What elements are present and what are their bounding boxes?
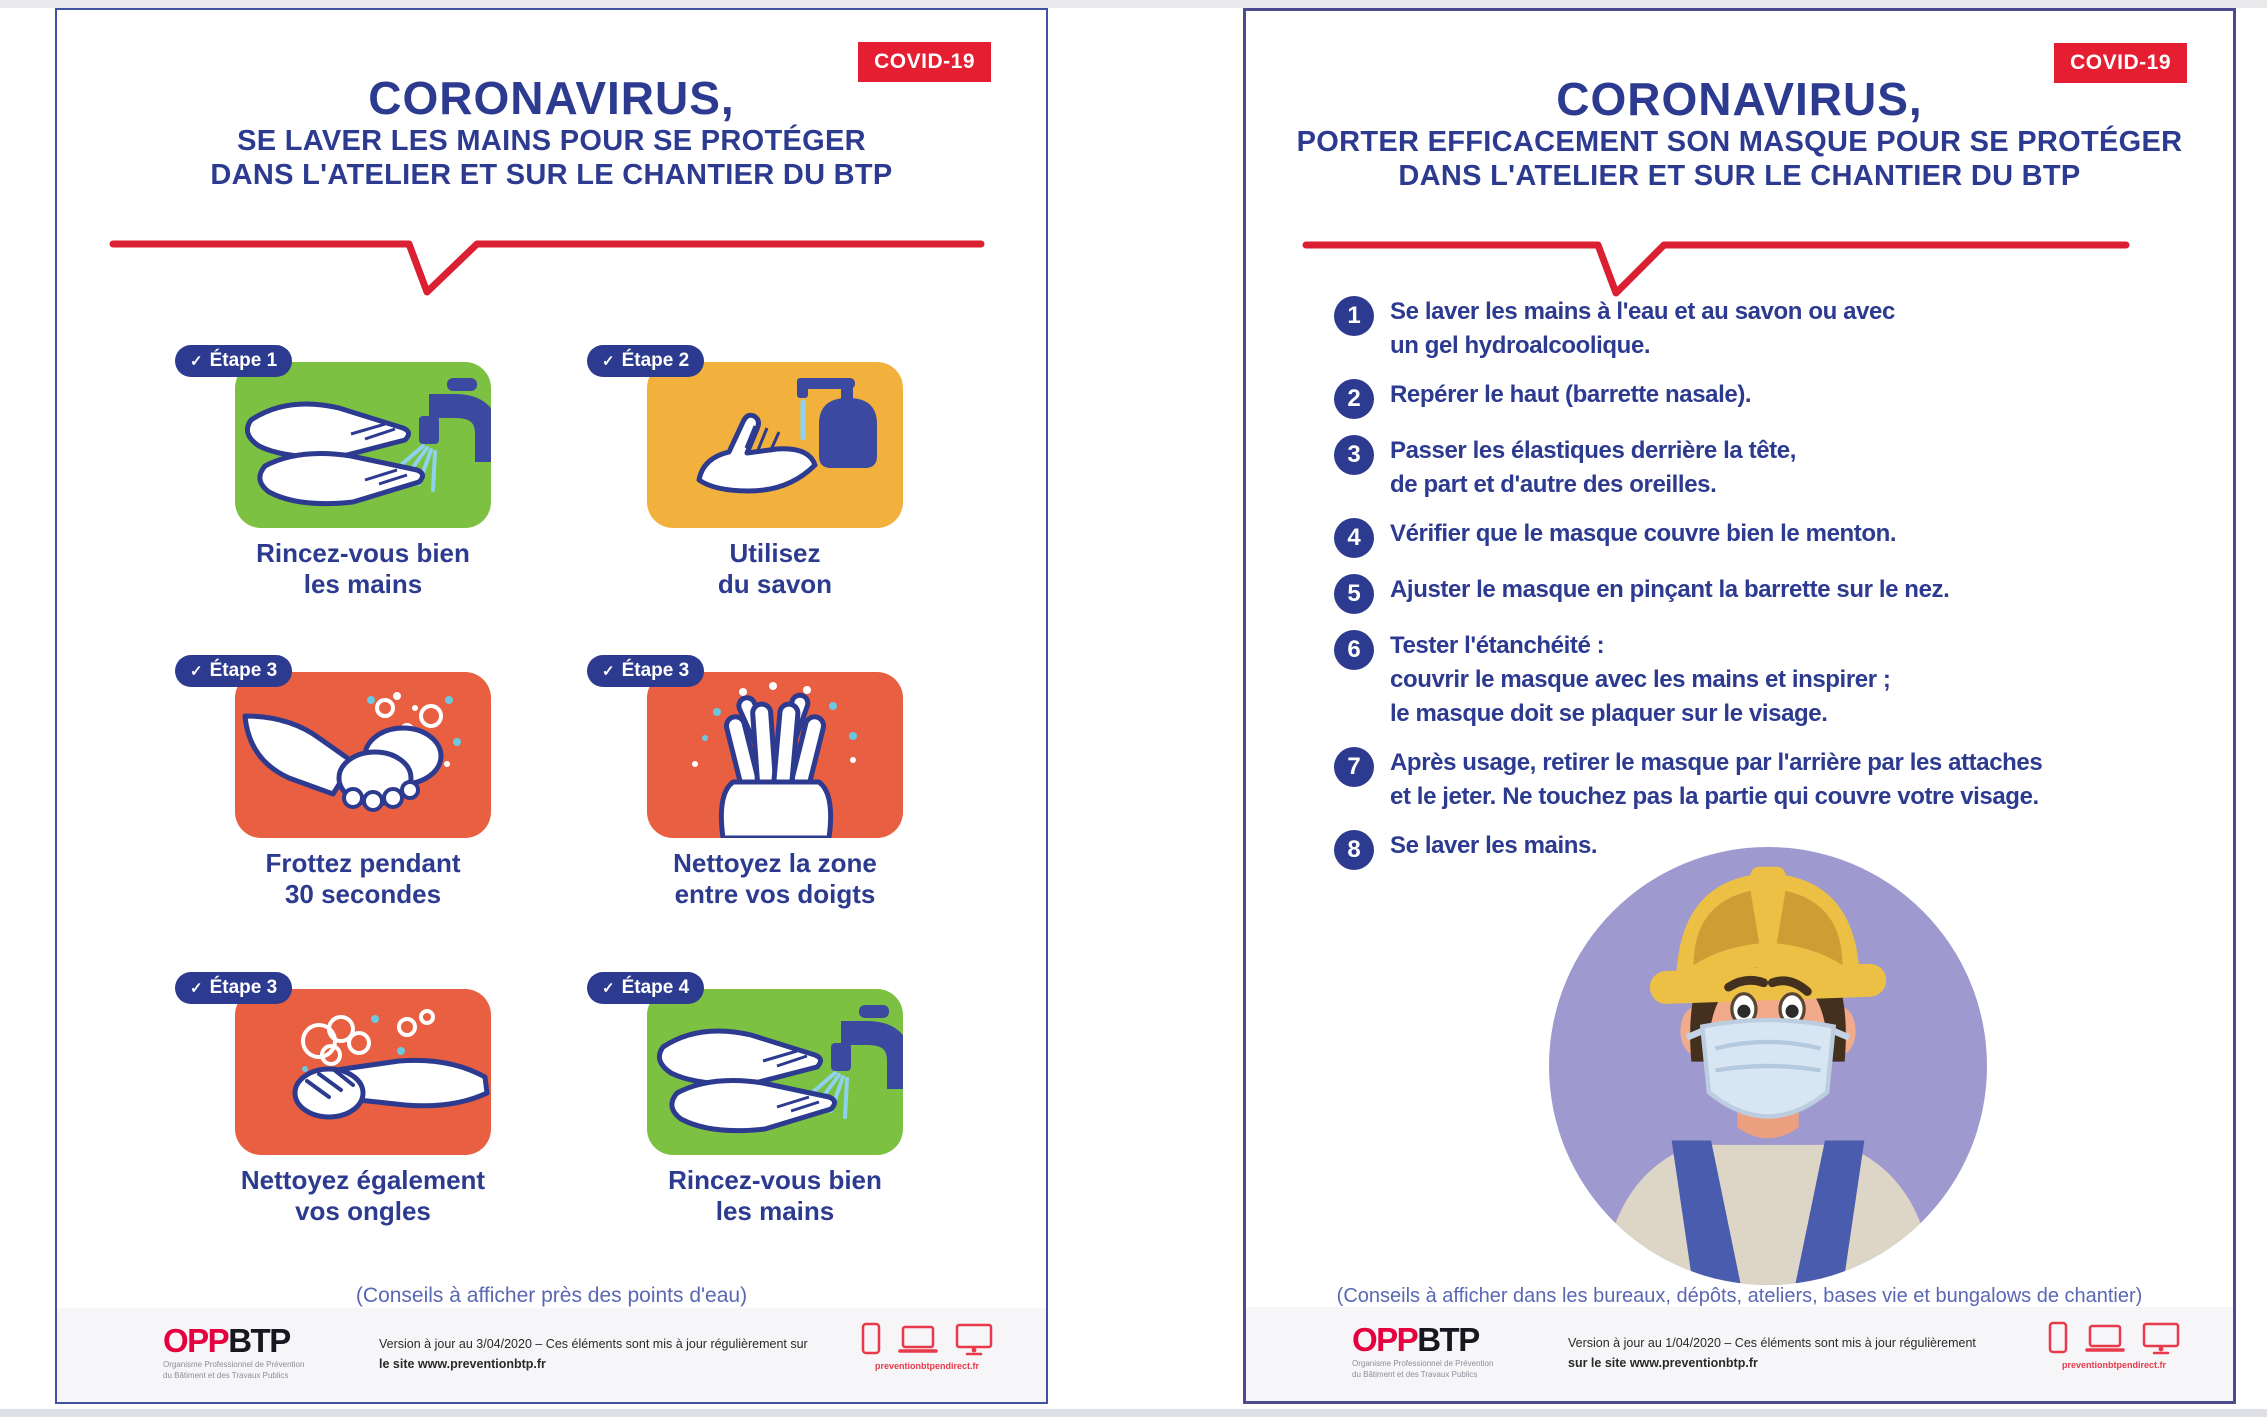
- covid-19-badge: COVID-19: [858, 42, 991, 82]
- step-caption: [193, 1165, 533, 1226]
- top-edge-strip: [0, 0, 2267, 8]
- poster-title: [57, 72, 1046, 193]
- step-badge-label: Étape 3: [209, 977, 278, 998]
- logo-opp: OPP: [1352, 1321, 1418, 1358]
- item-number-badge: 6: [1334, 630, 1374, 670]
- caption-line: 30 secondes: [284, 878, 442, 909]
- bottom-edge-strip: [0, 1409, 2267, 1417]
- list-item: [1334, 378, 2189, 419]
- item-text: [1390, 378, 1751, 419]
- display-advice-note: (Conseils à afficher dans les bureaux, dépôts, ateliers, bases vie et bungalows de chantier): [1336, 1285, 2143, 1307]
- monitor-icon: [954, 1322, 994, 1356]
- list-item: [1334, 629, 2189, 731]
- list-item: [1334, 295, 2189, 363]
- step-caption: [605, 1165, 945, 1226]
- step-rub-30-seconds: [190, 660, 491, 909]
- step-badge-label: Étape 3: [209, 660, 278, 681]
- item-text: [1390, 746, 2042, 814]
- step-badge: [175, 972, 292, 1004]
- between-fingers-icon: [647, 672, 903, 838]
- step-caption: [605, 538, 945, 599]
- step-badge-label: Étape 4: [621, 977, 690, 998]
- caption-line: les mains: [303, 568, 423, 599]
- version-line-1: Version à jour au 1/04/2020 – Ces éléments sont mis à jour régulièrement: [1568, 1336, 1976, 1350]
- soap-dispenser-hand-icon: [647, 362, 903, 528]
- devices-block: [2047, 1321, 2181, 1370]
- item-line: Se laver les mains à l'eau et au savon ou avec: [1390, 298, 1895, 325]
- caption-line: Utilisez: [729, 538, 821, 568]
- mask-instructions-list: [1334, 295, 2189, 885]
- step-caption: [193, 848, 533, 909]
- poster-hand-washing: [55, 8, 1048, 1404]
- devices-label: preventionbtpendirect.fr: [2061, 1360, 2166, 1370]
- title-line-2: PORTER EFFICACEMENT SON MASQUE POUR SE PROTÉGER: [1296, 126, 2183, 159]
- step-rinse-hands-1: [190, 350, 491, 599]
- check-icon: ✓: [602, 353, 615, 370]
- step-tile: [235, 362, 491, 528]
- masked-worker-illustration: [1549, 847, 1987, 1285]
- poster-mask-wearing: [1243, 8, 2236, 1404]
- check-icon: ✓: [602, 663, 615, 680]
- covid-19-badge: COVID-19: [2054, 43, 2187, 83]
- rinse-hands-faucet-icon: [647, 989, 903, 1155]
- item-text: [1390, 295, 1895, 363]
- item-number-badge: 2: [1334, 379, 1374, 419]
- item-number-badge: 4: [1334, 518, 1374, 558]
- item-number-badge: 1: [1334, 296, 1374, 336]
- step-badge-label: Étape 1: [209, 350, 278, 371]
- step-tile: [235, 989, 491, 1155]
- list-item: [1334, 434, 2189, 502]
- caption-line: les mains: [715, 1195, 835, 1226]
- check-icon: ✓: [190, 980, 203, 997]
- step-badge: [587, 655, 704, 687]
- item-line: Passer les élastiques derrière la tête,: [1390, 437, 1796, 464]
- item-text: [1390, 434, 1796, 502]
- list-item: [1334, 746, 2189, 814]
- item-number-badge: 5: [1334, 574, 1374, 614]
- step-badge: [587, 345, 704, 377]
- logo-btp: BTP: [228, 1322, 290, 1359]
- caption-line: Rincez-vous bien: [256, 538, 470, 568]
- step-badge: [175, 655, 292, 687]
- item-line: Vérifier que le masque couvre bien le menton.: [1390, 520, 1897, 547]
- version-text: [379, 1334, 808, 1374]
- logo-subtitle-line: Organisme Professionnel de Prévention: [163, 1360, 305, 1369]
- step-tile: [647, 362, 903, 528]
- step-tile: [647, 989, 903, 1155]
- item-line: Après usage, retirer le masque par l'arrière par les attaches: [1390, 749, 2043, 776]
- caption-line: Nettoyez également: [240, 1165, 486, 1195]
- display-advice-note: (Conseils à afficher près des points d'eau): [355, 1284, 748, 1307]
- item-number-badge: 7: [1334, 747, 1374, 787]
- step-badge-label: Étape 2: [621, 350, 690, 371]
- poster-footer: [1246, 1307, 2233, 1401]
- devices-block: [860, 1322, 994, 1371]
- speech-bubble-line: [1302, 239, 2132, 299]
- caption-line: Frottez pendant: [265, 848, 461, 878]
- caption-line: Nettoyez la zone: [673, 848, 877, 878]
- speech-bubble-line: [109, 238, 985, 298]
- logo-subtitle-line: du Bâtiment et des Travaux Publics: [163, 1370, 289, 1380]
- item-text: [1390, 573, 1949, 614]
- step-clean-nails: [190, 977, 491, 1226]
- item-number-badge: 3: [1334, 435, 1374, 475]
- title-line-2: SE LAVER LES MAINS POUR SE PROTÉGER: [237, 125, 866, 158]
- smartphone-icon: [860, 1322, 882, 1356]
- item-text: [1390, 629, 1891, 731]
- clean-nails-icon: [235, 989, 491, 1155]
- version-line-1: Version à jour au 3/04/2020 – Ces éléments sont mis à jour régulièrement sur: [379, 1337, 808, 1351]
- item-line: Se laver les mains.: [1390, 832, 1598, 859]
- caption-line: entre vos doigts: [674, 878, 876, 909]
- logo-subtitle-line: du Bâtiment et des Travaux Publics: [1352, 1369, 1478, 1379]
- title-line-1: CORONAVIRUS,: [1556, 73, 1923, 125]
- item-line: Ajuster le masque en pinçant la barrette sur le nez.: [1390, 576, 1950, 603]
- list-item: [1334, 573, 2189, 614]
- title-line-3: DANS L'ATELIER ET SUR LE CHANTIER DU BTP: [210, 158, 893, 191]
- item-line: de part et d'autre des oreilles.: [1390, 471, 1717, 498]
- oppbtp-logo: [163, 1324, 304, 1382]
- step-caption: [605, 848, 945, 909]
- logo-btp: BTP: [1417, 1321, 1479, 1358]
- caption-line: du savon: [717, 568, 833, 599]
- item-line: couvrir le masque avec les mains et inspirer ;: [1390, 666, 1891, 693]
- poster-footer: [57, 1308, 1046, 1402]
- item-line: un gel hydroalcoolique.: [1390, 332, 1651, 359]
- step-tile: [647, 672, 903, 838]
- rinse-hands-faucet-icon: [235, 362, 491, 528]
- caption-line: Rincez-vous bien: [668, 1165, 882, 1195]
- monitor-icon: [2141, 1321, 2181, 1355]
- logo-opp: OPP: [163, 1322, 229, 1359]
- step-badge: [587, 972, 704, 1004]
- title-line-3: DANS L'ATELIER ET SUR LE CHANTIER DU BTP: [1398, 159, 2081, 192]
- step-badge: [175, 345, 292, 377]
- item-line: le masque doit se plaquer sur le visage.: [1390, 700, 1828, 727]
- item-line: et le jeter. Ne touchez pas la partie qui couvre votre visage.: [1390, 783, 2039, 810]
- step-badge-label: Étape 3: [621, 660, 690, 681]
- item-text: [1390, 517, 1896, 558]
- step-tile: [235, 672, 491, 838]
- smartphone-icon: [2047, 1321, 2069, 1355]
- step-between-fingers: [602, 660, 903, 909]
- oppbtp-logo: [1352, 1323, 1493, 1381]
- item-line: Repérer le haut (barrette nasale).: [1390, 381, 1752, 408]
- version-line-2: sur le site www.preventionbtp.fr: [1568, 1356, 1758, 1370]
- logo-subtitle-line: Organisme Professionnel de Prévention: [1352, 1359, 1494, 1368]
- devices-label: preventionbtpendirect.fr: [874, 1361, 979, 1371]
- step-rinse-hands-2: [602, 977, 903, 1226]
- item-number-badge: 8: [1334, 830, 1374, 870]
- check-icon: ✓: [602, 980, 615, 997]
- item-line: Tester l'étanchéité :: [1390, 632, 1605, 659]
- step-use-soap: [602, 350, 903, 599]
- list-item: [1334, 517, 2189, 558]
- caption-line: vos ongles: [295, 1195, 431, 1226]
- step-caption: [193, 538, 533, 599]
- version-line-2: le site www.preventionbtp.fr: [379, 1357, 546, 1371]
- check-icon: ✓: [190, 353, 203, 370]
- title-line-1: CORONAVIRUS,: [368, 72, 735, 124]
- rub-hands-bubbles-icon: [235, 672, 491, 838]
- poster-title: [1246, 73, 2233, 194]
- check-icon: ✓: [190, 663, 203, 680]
- version-text: [1568, 1333, 1976, 1373]
- laptop-icon: [2085, 1321, 2125, 1355]
- laptop-icon: [898, 1322, 938, 1356]
